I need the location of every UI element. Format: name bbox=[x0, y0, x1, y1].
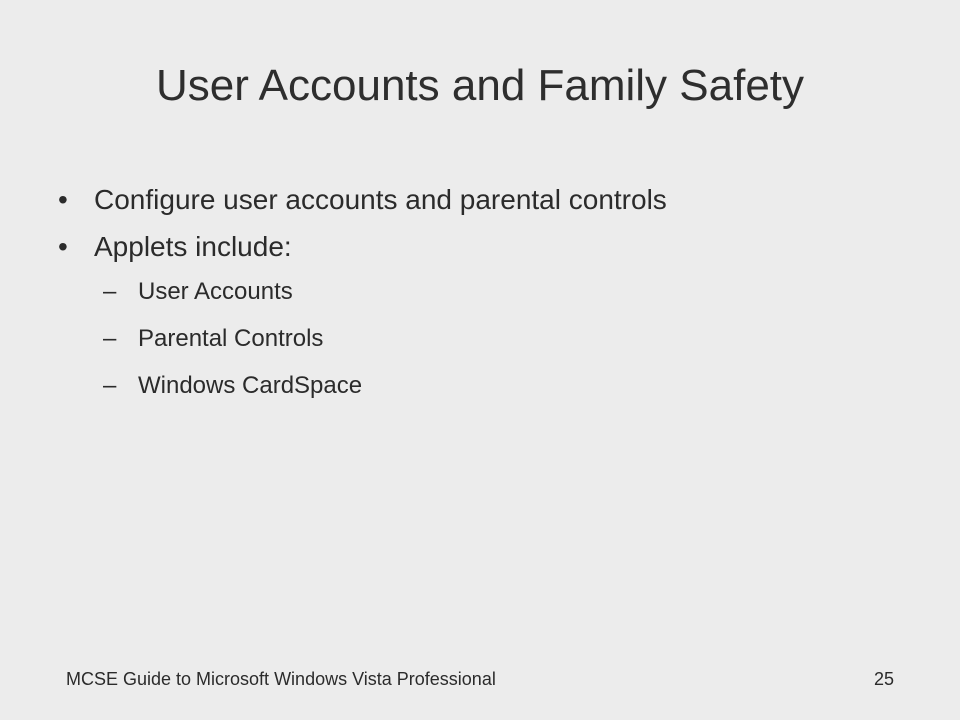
page-number: 25 bbox=[873, 669, 894, 689]
slide-title: User Accounts and Family Safety bbox=[155, 61, 805, 110]
bullet-marker: • bbox=[58, 231, 68, 262]
dash-marker: – bbox=[103, 372, 117, 399]
sub-list-container bbox=[58, 277, 918, 401]
sub-bullet-list bbox=[58, 277, 918, 401]
sub-bullet-text: Parental Controls bbox=[138, 325, 324, 352]
sub-bullet-text: User Accounts bbox=[138, 278, 293, 305]
bullet-list bbox=[58, 183, 918, 418]
bullet-item-configure bbox=[58, 183, 918, 217]
sub-bullet-parental-controls bbox=[58, 324, 918, 354]
dash-marker: – bbox=[103, 278, 117, 305]
footer-book-title: MCSE Guide to Microsoft Windows Vista Professional bbox=[66, 669, 496, 689]
sub-bullet-text: Windows CardSpace bbox=[138, 372, 363, 399]
bullet-item-applets bbox=[58, 230, 918, 264]
dash-marker: – bbox=[103, 325, 117, 352]
bullet-marker: • bbox=[58, 184, 68, 215]
sub-bullet-user-accounts bbox=[58, 277, 918, 307]
bullet-text: Applets include: bbox=[94, 231, 292, 262]
sub-bullet-windows-cardspace bbox=[58, 371, 918, 401]
bullet-text: Configure user accounts and parental controls bbox=[94, 184, 667, 215]
